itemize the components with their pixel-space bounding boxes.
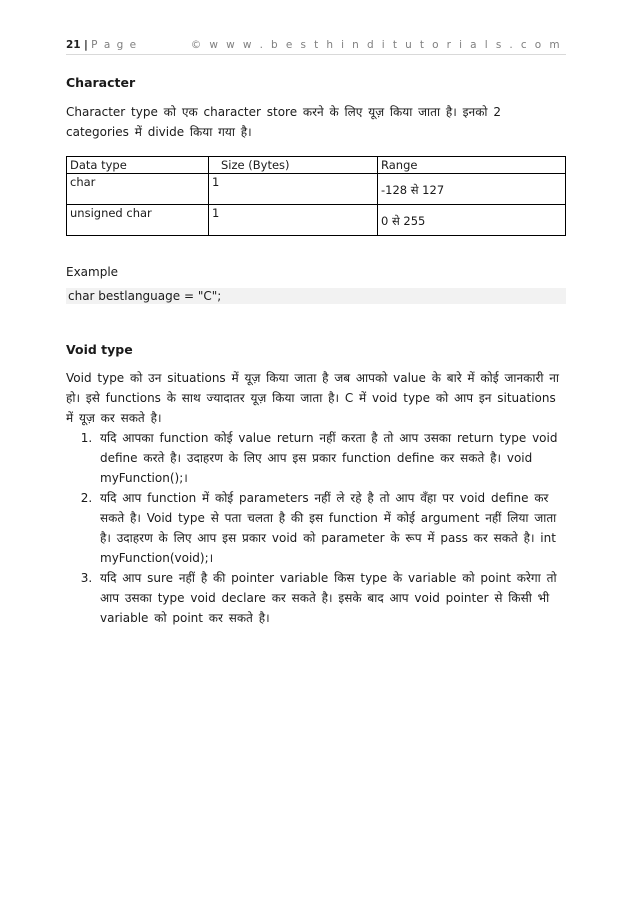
void-list (66, 428, 566, 628)
table-cell: unsigned char (67, 205, 209, 236)
table-cell: 1 (209, 205, 378, 236)
page-header (66, 36, 566, 55)
character-paragraph: Character type को एक character store करने के लिए यूज़ किया जाता है। इनको 2 categories में divide किया गया है। (66, 105, 501, 139)
table-cell: 1 (209, 174, 378, 205)
page-content (66, 75, 566, 628)
data-type-table (66, 156, 566, 236)
table-cell: char (67, 174, 209, 205)
header-range: Range (378, 157, 566, 174)
website-url: © w w w . b e s t h i n d i t u t o r i a l s . c o m (190, 39, 562, 51)
character-heading: Character (66, 75, 136, 90)
table-header-row (67, 157, 566, 174)
list-item: 1. यदि आपका function कोई value return नहीं करता है तो आप उसका return type void define करते है। उदाहरण के लिए आप इस प्रकार function define कर सकते है। void myFunction();। (98, 428, 566, 488)
void-heading: Void type (66, 342, 133, 357)
page-label: P a g e (91, 39, 138, 51)
example-label: Example (66, 265, 119, 279)
table-cell: -128 से 127 (378, 174, 566, 205)
list-item: 2. यदि आप function में कोई parameters नहीं ले रहे है तो आप वँहा पर void define कर सकते है। Void type से पता चलता है की इस function में कोई argument नहीं लिया जाता है। उदाहरण के लिए आप इस प्रकार void को parameter के रूप में pass कर सकते है। int myFunction(void);। (98, 488, 566, 568)
list-item: 3. यदि आप sure नहीं है की pointer variable किस type के variable को point करेगा तो आप उसका type void declare कर सकते है। इसके बाद आप void pointer से किसी भी variable को point कर सकते है। (98, 568, 566, 628)
header-data-type: Data type (67, 157, 209, 174)
void-paragraph: Void type को उन situations में यूज़ किया जाता है जब आपको value के बारे में कोई जानकारी ना हो। इसे functions के साथ ज्यादातर यूज़ किया जाता है। C में void type को आप इन situations में यूज़ कर सकते है। (66, 371, 560, 425)
table-row (67, 205, 566, 236)
table-row (67, 174, 566, 205)
header-size: Size (Bytes) (209, 157, 378, 174)
table-cell: 0 से 255 (378, 205, 566, 236)
header-separator: | (83, 39, 88, 51)
page-number: 21 (66, 39, 81, 51)
example-code: char bestlanguage = "C"; (66, 288, 566, 304)
page-indicator (66, 39, 138, 51)
